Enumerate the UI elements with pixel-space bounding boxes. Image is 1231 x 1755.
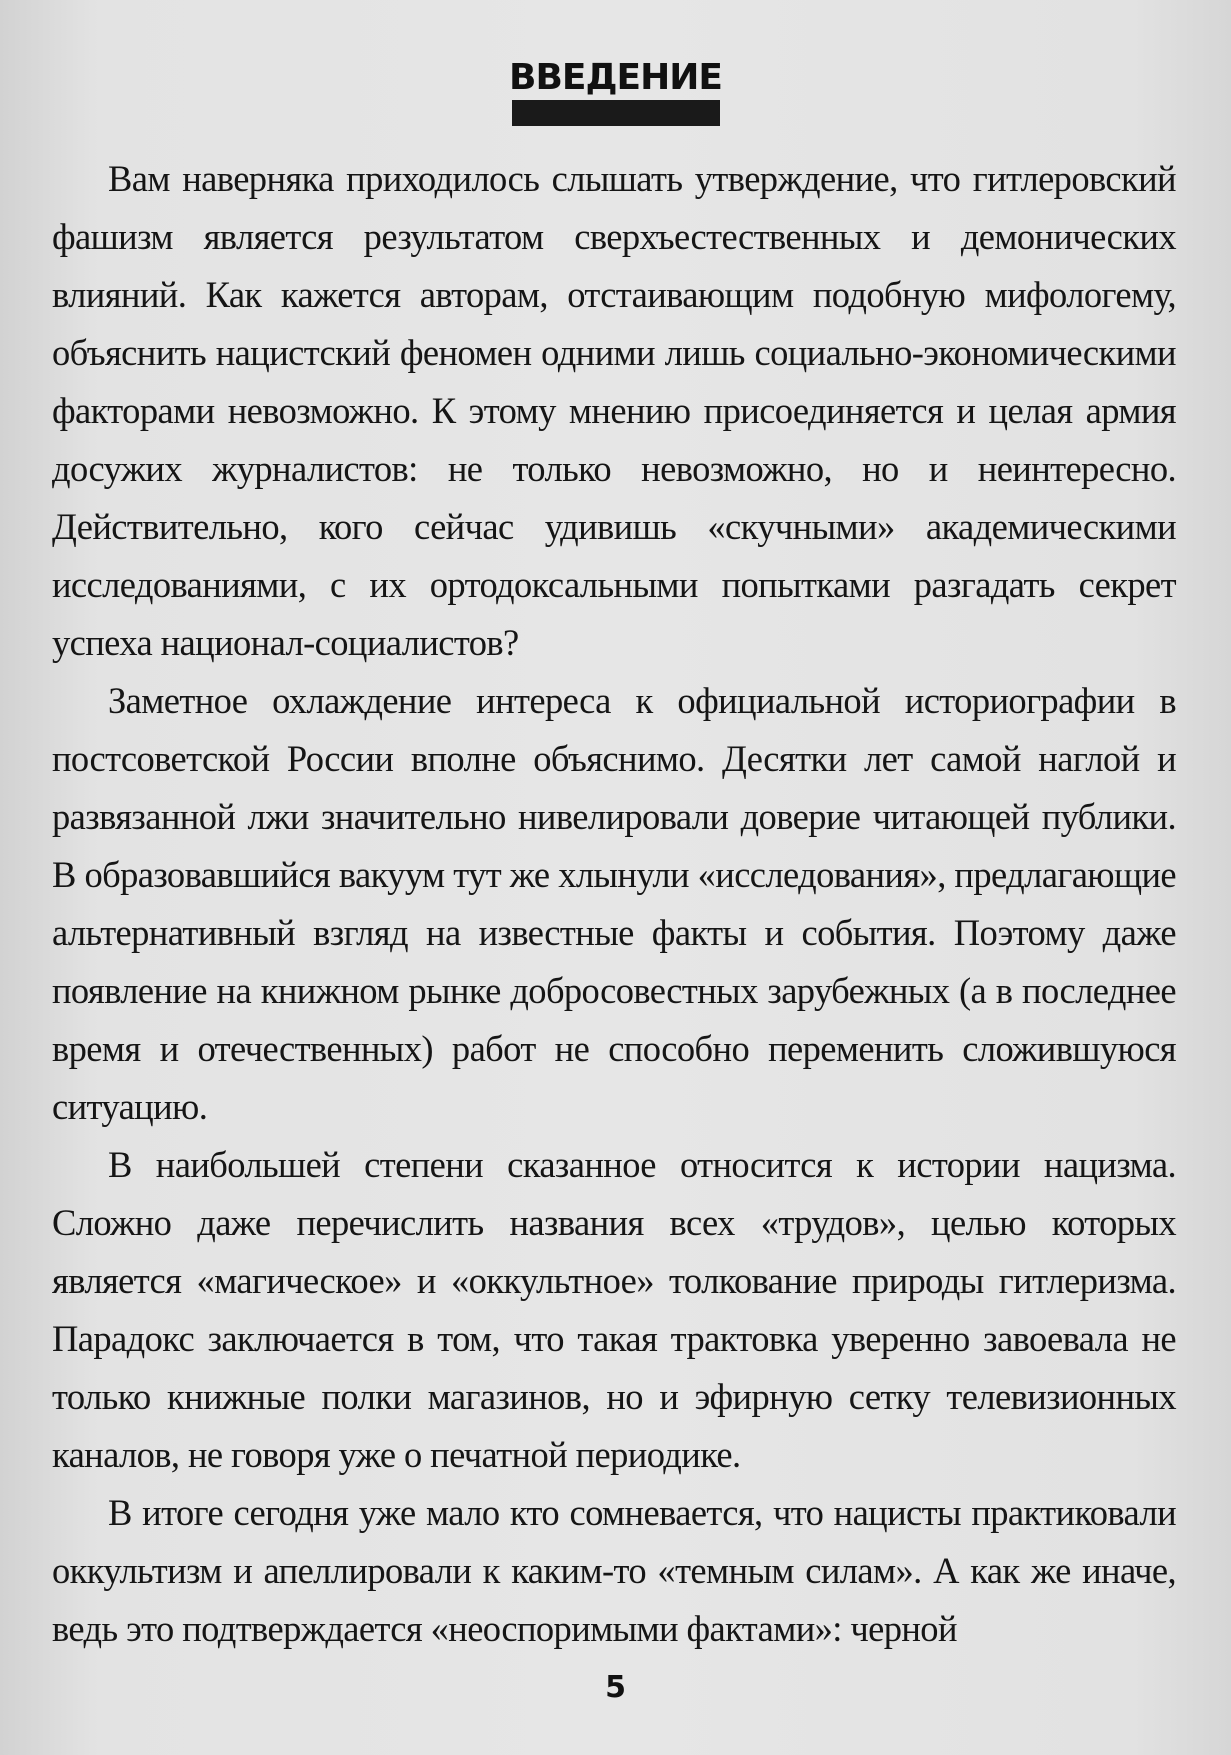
paragraph-3: В наибольшей степени сказанное относится к истории нацизма. Сложно даже перечислить названия всех «трудов», целью которых является «магическое» и «оккультное» толкование природы гитлеризма. Парадокс заключается в том, что такая трактовка уверенно завоевала не только книжные полки магазинов, но и эфирную сетку телевизионных каналов, не говоря уже о печатной периодике. bbox=[52, 1144, 1176, 1475]
paragraph-1: Вам наверняка приходилось слышать утверждение, что гитлеровский фашизм является результатом сверхъестественных и демонических влияний. Как кажется авторам, отстаивающим подобную мифологему, объяснить нацистский феномен одними лишь социально-экономическими факторами невозможно. К этому мнению присоединяется и целая армия досужих журналистов: не только невозможно, но и неинтересно. Действительно, кого сейчас удивишь «скучными» академическими исследованиями, с их ортодоксальными попытками разгадать секрет успеха национал-социалистов? bbox=[52, 158, 1176, 663]
chapter-heading: ВВЕДЕНИЕ bbox=[509, 57, 722, 98]
page-number: 5 bbox=[605, 1670, 626, 1705]
heading-underline-bar bbox=[512, 100, 720, 126]
body-text bbox=[52, 150, 1176, 1658]
heading-block bbox=[0, 58, 1231, 126]
paragraph-4: В итоге сегодня уже мало кто сомневается, что нацисты практиковали оккультизм и апеллировали к каким-то «темным силам». А как же иначе, ведь это подтверждается «неоспоримыми фактами»: черной bbox=[52, 1492, 1176, 1649]
paragraph-2: Заметное охлаждение интереса к официальной историографии в постсоветской России вполне объяснимо. Десятки лет самой наглой и развязанной лжи значительно нивелировали доверие читающей публики. В образовавшийся вакуум тут же хлынули «исследования», предлагающие альтернативный взгляд на известные факты и события. Поэтому даже появление на книжном рынке добросовестных зарубежных (а в последнее время и отечественных) работ не способно переменить сложившуюся ситуацию. bbox=[52, 680, 1176, 1127]
